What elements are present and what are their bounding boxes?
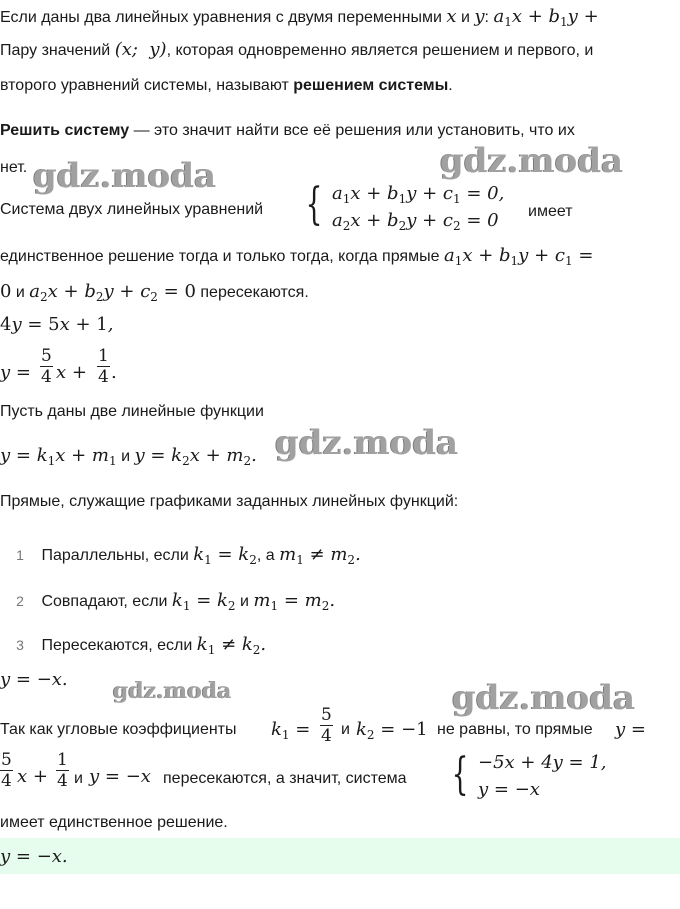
list-text: Параллельны, если — [41, 547, 189, 564]
paragraph-unique-solution — [0, 813, 680, 833]
solve-text: — это значит найти все её решения или установить, что их — [129, 122, 575, 139]
list-number: 1 — [16, 547, 24, 563]
answer-text: y = −x. — [0, 846, 68, 867]
net-text: нет. — [0, 159, 28, 176]
fraction-5-4-c: $\frac{5}{4}$ — [1, 750, 12, 791]
watermark-logo: gdz.moda — [440, 141, 624, 181]
paragraph-intro-1 — [0, 7, 680, 32]
fraction-5-4: $\frac{5}{4}$ — [41, 346, 52, 387]
and-text-2: и — [15, 284, 25, 301]
system-eq-1: $a_1x + b_1y + c_1 = 0$, — [332, 183, 505, 206]
and-text-3: и — [121, 448, 131, 465]
not-equal-text: не равны, то прямые — [437, 721, 593, 738]
system-eq-2: $a_2x + b_2y + c_2 = 0$ — [332, 210, 499, 233]
system-text: Система двух линейных уравнений — [0, 201, 264, 218]
math-zero: 0 — [0, 281, 12, 302]
system2-eq-1: −5x + 4y = 1, — [478, 752, 607, 773]
functions-text: Пусть даны две линейные функции — [0, 403, 264, 420]
paragraph-graphs — [0, 492, 680, 512]
eq-4y: 4y = 5x + 1, — [0, 314, 114, 335]
second-eq-text: второго уравнений системы, называют — [0, 77, 289, 94]
unique-solution-text: имеет единственное решение. — [0, 814, 228, 831]
func-2: $y = k_2x + m_2$. — [134, 445, 257, 468]
list-sep: и — [240, 593, 249, 610]
answer-box — [0, 838, 680, 874]
eq-y-mid: x + — [56, 362, 87, 383]
equation-4y — [0, 315, 680, 336]
period-text: . — [448, 77, 453, 94]
paragraph-system-2 — [0, 750, 680, 806]
paragraph-intro-2 — [0, 40, 680, 61]
math-line-1: $a_1x + b_1y + c_1$ = — [443, 245, 594, 268]
solve-term: Решить систему — [0, 122, 130, 139]
watermark-logo: gdz.moda — [452, 678, 636, 718]
math-eq-start: $a_1x + b_1y$ + — [493, 6, 599, 29]
fraction-5-4-b: $\frac{5}{4}$ — [321, 705, 332, 746]
func-1: $y = k_1x + m_1$ — [0, 445, 117, 468]
eq-y-period: . — [111, 362, 117, 383]
left-brace-icon: { — [305, 179, 323, 230]
list-math-1: $k_1 = k_2$ — [171, 590, 236, 613]
list-math-2: $m_1 = m_2$. — [253, 590, 336, 613]
eq-y-start: y = — [0, 362, 31, 383]
and-text-4: и — [341, 721, 350, 738]
fraction-1-4: $\frac{1}{4}$ — [98, 346, 109, 387]
math-line-2: $a_2x + b_2y + c_2 = 0$ — [29, 281, 196, 304]
watermark-logo: gdz.moda — [113, 678, 232, 704]
math-x-plus: x + — [17, 766, 48, 787]
math-pair: (x; y) — [114, 39, 167, 60]
paragraph-solve — [0, 121, 680, 141]
watermark-logo: gdz.moda — [275, 423, 459, 463]
solution-term: решением системы — [293, 77, 449, 94]
list-item — [3, 591, 680, 616]
fraction-1-4-b: $\frac{1}{4}$ — [57, 750, 68, 791]
pair-text: Пару значений — [0, 42, 111, 59]
intersect-text: пересекаются. — [200, 284, 309, 301]
colon-text: : — [484, 9, 489, 26]
list-math-2: $m_1 \ne m_2$. — [279, 544, 361, 567]
and-text-5: и — [74, 770, 83, 787]
list-item — [3, 545, 680, 570]
intro-text: Если даны два линейных уравнения с двумя переменными — [0, 9, 442, 26]
math-y-minus-x: y = −x — [89, 766, 151, 787]
paragraph-unique-2 — [0, 282, 680, 307]
watermark-logo: gdz.moda — [33, 156, 217, 196]
since-text: Так как угловые коэффициенты — [0, 721, 237, 738]
equation-y-fraction — [0, 346, 680, 396]
math-k2: $k_2 = -1$ — [356, 719, 428, 742]
math-x: x — [446, 6, 457, 27]
pair-rest-text: , которая одновременно является решением и первого, и — [166, 42, 594, 59]
left-brace-icon: { — [451, 749, 469, 800]
math-y: y — [474, 6, 485, 27]
list-item — [3, 635, 680, 660]
and-text: и — [460, 9, 470, 26]
list-text: Совпадают, если — [41, 593, 168, 610]
math-k1: $k_1$ = — [271, 719, 311, 742]
list-text: Пересекаются, если — [41, 637, 193, 654]
graphs-text: Прямые, служащие графиками заданных линейных функций: — [0, 493, 459, 510]
eq-y-minus-x: y = −x. — [0, 669, 68, 690]
intersect-system-text: пересекаются, а значит, система — [163, 770, 407, 787]
list-math-1: $k_1 = k_2$ — [193, 544, 257, 567]
unique-text: единственное решение тогда и только тогда, когда прямые — [0, 248, 440, 265]
list-sep: , а — [256, 547, 275, 564]
paragraph-intro-3 — [0, 76, 680, 96]
math-y-eq: y = — [615, 719, 646, 740]
paragraph-unique — [0, 246, 680, 271]
list-number: 3 — [16, 637, 24, 653]
has-text: имеет — [528, 203, 573, 220]
system2-eq-2: y = −x — [478, 779, 540, 800]
list-number: 2 — [16, 593, 24, 609]
list-math-1: $k_1 \ne k_2$. — [196, 634, 267, 657]
paragraph-functions — [0, 402, 680, 422]
